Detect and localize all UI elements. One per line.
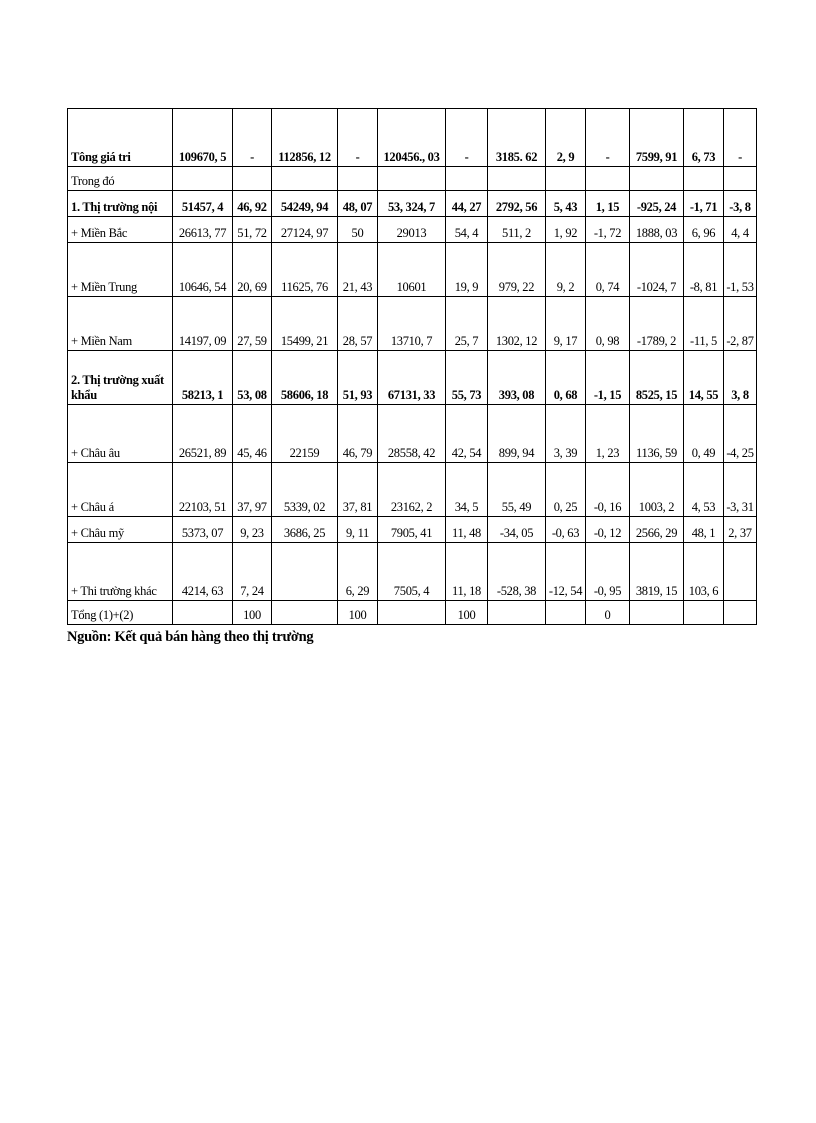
table-cell: 5339, 02 [272,463,338,517]
table-cell [378,601,446,625]
document-page [67,108,757,646]
table-cell: 45, 46 [233,405,272,463]
table-cell [630,601,684,625]
table-cell [233,167,272,191]
table-cell: - [586,109,630,167]
table-cell: -1, 15 [586,351,630,405]
table-cell: 55, 73 [446,351,488,405]
table-cell [546,167,586,191]
table-cell: 1302, 12 [488,297,546,351]
table-cell: 393, 08 [488,351,546,405]
table-cell: 2, 37 [724,517,757,543]
table-cell: 7599, 91 [630,109,684,167]
table-cell: 27, 59 [233,297,272,351]
table-cell: 67131, 33 [378,351,446,405]
row-label-cell: + Châu mỹ [68,517,173,543]
table-cell: 13710, 7 [378,297,446,351]
market-sales-table [67,108,757,625]
table-row [68,109,757,167]
table-cell: 50 [338,217,378,243]
table-cell [173,167,233,191]
table-cell [338,167,378,191]
table-cell: 26521, 89 [173,405,233,463]
table-cell: 4, 53 [684,463,724,517]
table-cell: 58213, 1 [173,351,233,405]
table-cell: -528, 38 [488,543,546,601]
table-cell: 46, 92 [233,191,272,217]
table-cell [272,543,338,601]
table-cell: 1, 23 [586,405,630,463]
table-cell: -1, 71 [684,191,724,217]
table-cell: 0 [586,601,630,625]
table-cell: -1789, 2 [630,297,684,351]
table-cell [586,167,630,191]
table-cell: 9, 23 [233,517,272,543]
table-row [68,217,757,243]
row-label-cell: Tông giá tri [68,109,173,167]
table-cell: 20, 69 [233,243,272,297]
row-label-cell: + Châu âu [68,405,173,463]
table-cell: 25, 7 [446,297,488,351]
table-cell: 109670, 5 [173,109,233,167]
table-cell: 1, 92 [546,217,586,243]
table-cell: 22159 [272,405,338,463]
table-cell: 8525, 15 [630,351,684,405]
table-cell: 22103, 51 [173,463,233,517]
table-cell [724,167,757,191]
table-cell: 9, 17 [546,297,586,351]
table-cell: - [724,109,757,167]
table-cell: -34, 05 [488,517,546,543]
table-cell: -1024, 7 [630,243,684,297]
table-cell: 21, 43 [338,243,378,297]
table-cell [724,543,757,601]
table-cell [684,601,724,625]
table-cell: 23162, 2 [378,463,446,517]
table-cell: 11625, 76 [272,243,338,297]
table-cell [488,601,546,625]
table-cell: 100 [446,601,488,625]
table-body [68,109,757,625]
table-cell: 37, 81 [338,463,378,517]
row-label-cell: + Thi trường khác [68,543,173,601]
table-cell: 26613, 77 [173,217,233,243]
row-label-cell: + Miền Bắc [68,217,173,243]
table-row [68,297,757,351]
table-cell [272,167,338,191]
row-label-cell: + Miền Nam [68,297,173,351]
table-cell: -1, 53 [724,243,757,297]
table-cell: 100 [233,601,272,625]
table-cell: 3185. 62 [488,109,546,167]
table-row [68,351,757,405]
table-cell [378,167,446,191]
table-cell: 6, 73 [684,109,724,167]
row-label-cell: + Châu á [68,463,173,517]
table-cell [488,167,546,191]
table-cell [272,601,338,625]
table-cell: 58606, 18 [272,351,338,405]
table-cell: 0, 98 [586,297,630,351]
table-row [68,463,757,517]
table-cell: 7905, 41 [378,517,446,543]
table-row [68,601,757,625]
table-cell: 2792, 56 [488,191,546,217]
source-note: Nguồn: Kết quả bán hàng theo thị trường [67,629,314,645]
table-cell: 37, 97 [233,463,272,517]
table-cell: 10601 [378,243,446,297]
table-cell: 11, 18 [446,543,488,601]
table-cell: 14197, 09 [173,297,233,351]
table-cell [724,601,757,625]
table-cell: 7, 24 [233,543,272,601]
table-cell: 28558, 42 [378,405,446,463]
table-cell: 899, 94 [488,405,546,463]
row-label-cell: Tổng (1)+(2) [68,601,173,625]
table-cell [173,601,233,625]
table-cell: 48, 1 [684,517,724,543]
table-cell: 0, 68 [546,351,586,405]
table-cell: 6, 96 [684,217,724,243]
table-cell: 511, 2 [488,217,546,243]
table-cell [684,167,724,191]
table-cell: -2, 87 [724,297,757,351]
row-label-cell: Trong đó [68,167,173,191]
table-cell: 2566, 29 [630,517,684,543]
table-cell: 0, 49 [684,405,724,463]
table-cell: 5373, 07 [173,517,233,543]
table-cell: 3686, 25 [272,517,338,543]
table-cell: -1, 72 [586,217,630,243]
table-cell: -0, 95 [586,543,630,601]
table-cell: -0, 16 [586,463,630,517]
table-cell: 4214, 63 [173,543,233,601]
table-cell: 19, 9 [446,243,488,297]
table-cell [630,167,684,191]
table-row [68,543,757,601]
table-cell: - [446,109,488,167]
table-cell: 48, 07 [338,191,378,217]
table-cell: 34, 5 [446,463,488,517]
table-cell: 1888, 03 [630,217,684,243]
table-cell: 9, 2 [546,243,586,297]
table-cell: 103, 6 [684,543,724,601]
table-cell: 4, 4 [724,217,757,243]
table-cell: -0, 63 [546,517,586,543]
table-cell: - [233,109,272,167]
table-cell: 51457, 4 [173,191,233,217]
table-cell: 100 [338,601,378,625]
table-cell: 3, 8 [724,351,757,405]
table-cell: 53, 324, 7 [378,191,446,217]
table-cell: 15499, 21 [272,297,338,351]
table-cell: 0, 25 [546,463,586,517]
table-cell: 1003, 2 [630,463,684,517]
table-cell: 2, 9 [546,109,586,167]
table-cell: 9, 11 [338,517,378,543]
table-row [68,167,757,191]
table-cell: 1136, 59 [630,405,684,463]
table-cell: 979, 22 [488,243,546,297]
table-cell: 112856, 12 [272,109,338,167]
table-cell: 11, 48 [446,517,488,543]
table-cell: 7505, 4 [378,543,446,601]
row-label-cell: 1. Thị trường nội [68,191,173,217]
table-cell [446,167,488,191]
table-cell: -12, 54 [546,543,586,601]
table-cell: -4, 25 [724,405,757,463]
table-cell: 1, 15 [586,191,630,217]
table-cell: 5, 43 [546,191,586,217]
table-cell: 46, 79 [338,405,378,463]
table-row [68,191,757,217]
table-cell: -3, 8 [724,191,757,217]
row-label-cell: + Miền Trung [68,243,173,297]
table-cell: 53, 08 [233,351,272,405]
table-cell: 3819, 15 [630,543,684,601]
table-cell: 3, 39 [546,405,586,463]
table-row [68,405,757,463]
table-cell: 51, 72 [233,217,272,243]
table-cell: 29013 [378,217,446,243]
table-cell: -11, 5 [684,297,724,351]
row-label-cell: 2. Thị trường xuất khẩu [68,351,173,405]
table-cell: 54249, 94 [272,191,338,217]
table-cell: -0, 12 [586,517,630,543]
table-cell: 54, 4 [446,217,488,243]
table-cell: -925, 24 [630,191,684,217]
table-cell: 120456., 03 [378,109,446,167]
table-cell [546,601,586,625]
table-cell: 42, 54 [446,405,488,463]
table-cell: -3, 31 [724,463,757,517]
table-cell: 51, 93 [338,351,378,405]
table-row [68,517,757,543]
table-cell: 55, 49 [488,463,546,517]
table-cell: 0, 74 [586,243,630,297]
table-cell: 6, 29 [338,543,378,601]
table-cell: 14, 55 [684,351,724,405]
table-cell: -8, 81 [684,243,724,297]
table-row [68,243,757,297]
table-cell: 44, 27 [446,191,488,217]
table-cell: - [338,109,378,167]
table-cell: 28, 57 [338,297,378,351]
table-cell: 27124, 97 [272,217,338,243]
table-cell: 10646, 54 [173,243,233,297]
